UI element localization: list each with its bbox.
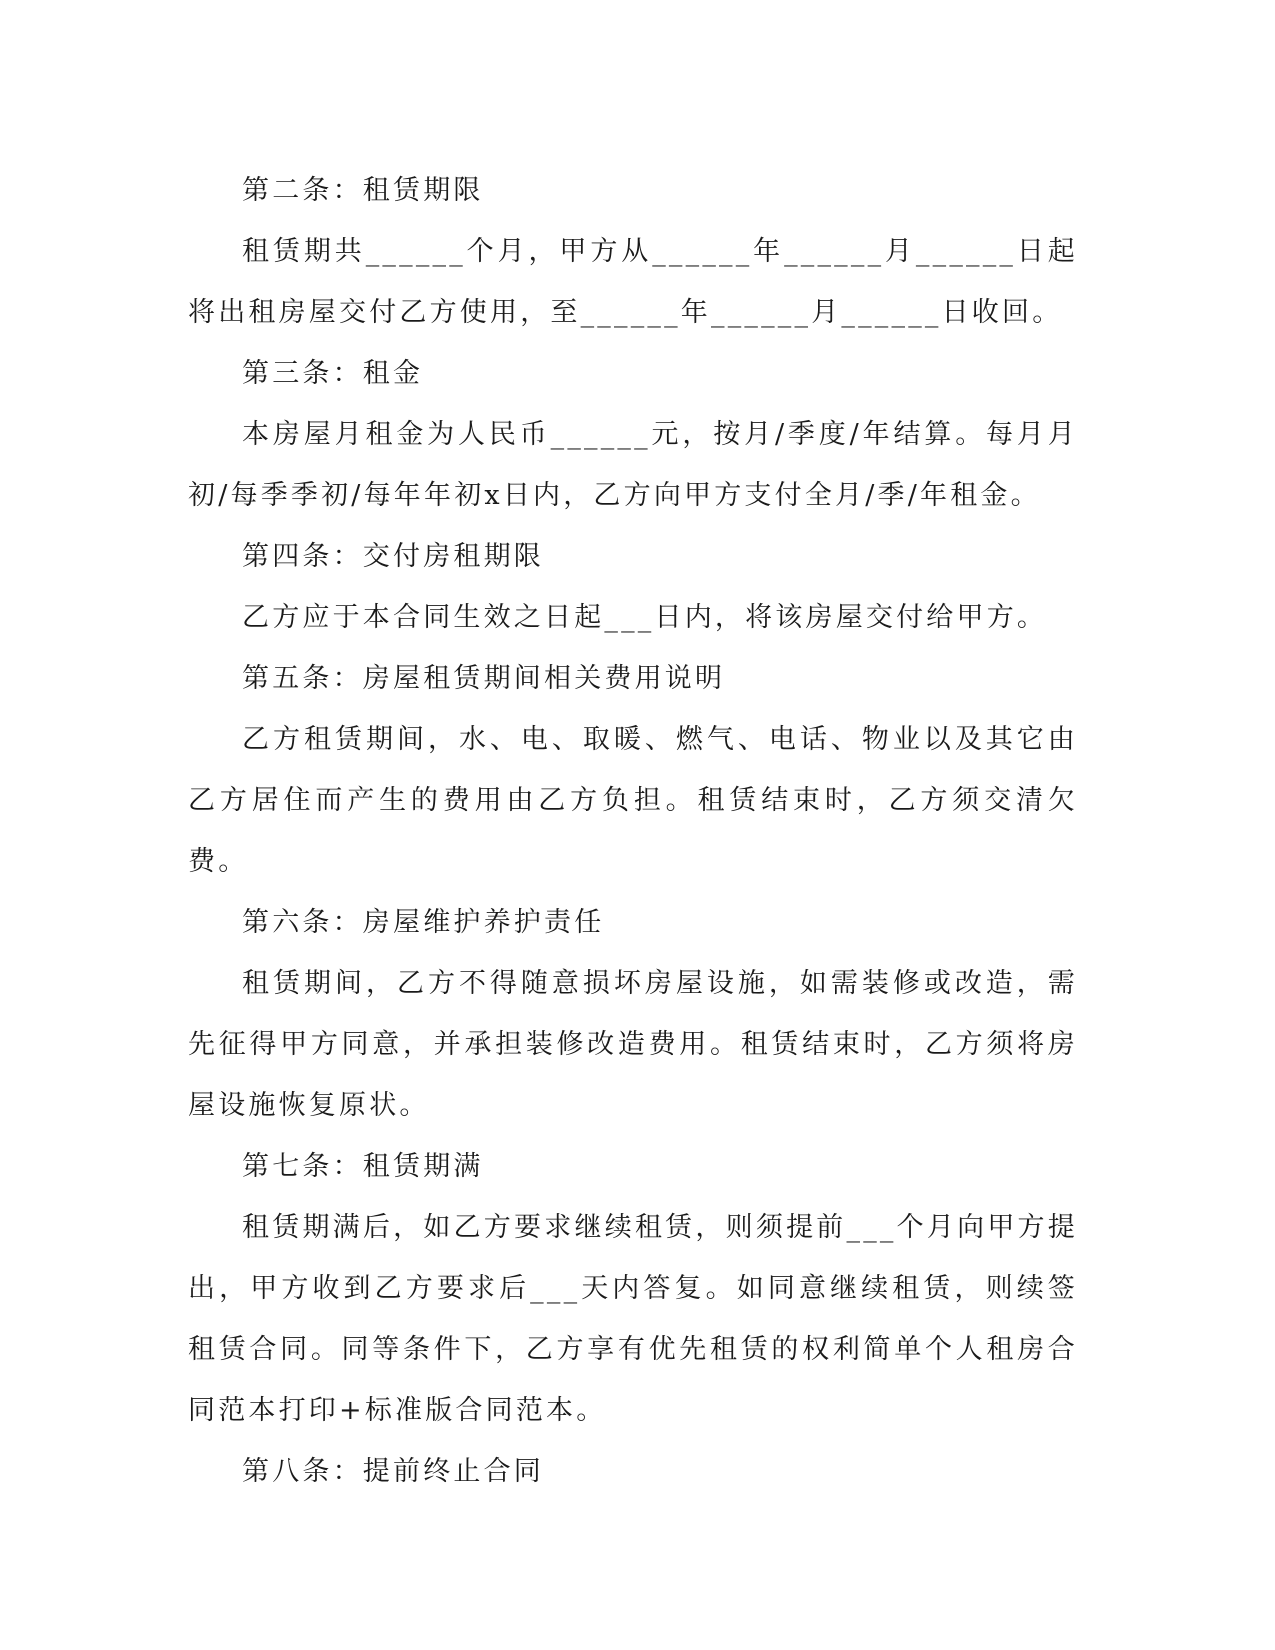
document-body: [188, 160, 1078, 1502]
article-4-body: 乙方应于本合同生效之日起___日内，将该房屋交付给甲方。: [242, 602, 1048, 633]
article-5-body: 乙方租赁期间，水、电、取暖、燃气、电话、物业以及其它由乙方居住而产生的费用由乙方负担。租赁结束时，乙方须交清欠费。: [188, 724, 1078, 877]
article-6-heading: 第六条：房屋维护养护责任: [242, 907, 605, 938]
article-3-heading: 第三条：租金: [242, 358, 424, 389]
article-7-heading: 第七条：租赁期满: [242, 1151, 484, 1182]
article-5-heading: 第五条：房屋租赁期间相关费用说明: [242, 663, 726, 694]
article-8-heading: 第八条：提前终止合同: [242, 1456, 544, 1487]
article-3-body: 本房屋月租金为人民币______元，按月/季度/年结算。每月月初/每季季初/每年年初x日内，乙方向甲方支付全月/季/年租金。: [188, 419, 1078, 511]
article-7-body: 租赁期满后，如乙方要求继续租赁，则须提前___个月向甲方提出，甲方收到乙方要求后___天内答复。如同意继续租赁，则续签租赁合同。同等条件下，乙方享有优先租赁的权利简单个人租房合同范本打印+标准版合同范本。: [188, 1212, 1078, 1426]
article-6-body: 租赁期间，乙方不得随意损坏房屋设施，如需装修或改造，需先征得甲方同意，并承担装修改造费用。租赁结束时，乙方须将房屋设施恢复原状。: [188, 968, 1078, 1121]
article-2-heading: 第二条：租赁期限: [242, 175, 484, 206]
article-4-heading: 第四条：交付房租期限: [242, 541, 544, 572]
article-2-body: 租赁期共______个月，甲方从______年______月______日起将出租房屋交付乙方使用，至______年______月______日收回。: [188, 236, 1078, 328]
